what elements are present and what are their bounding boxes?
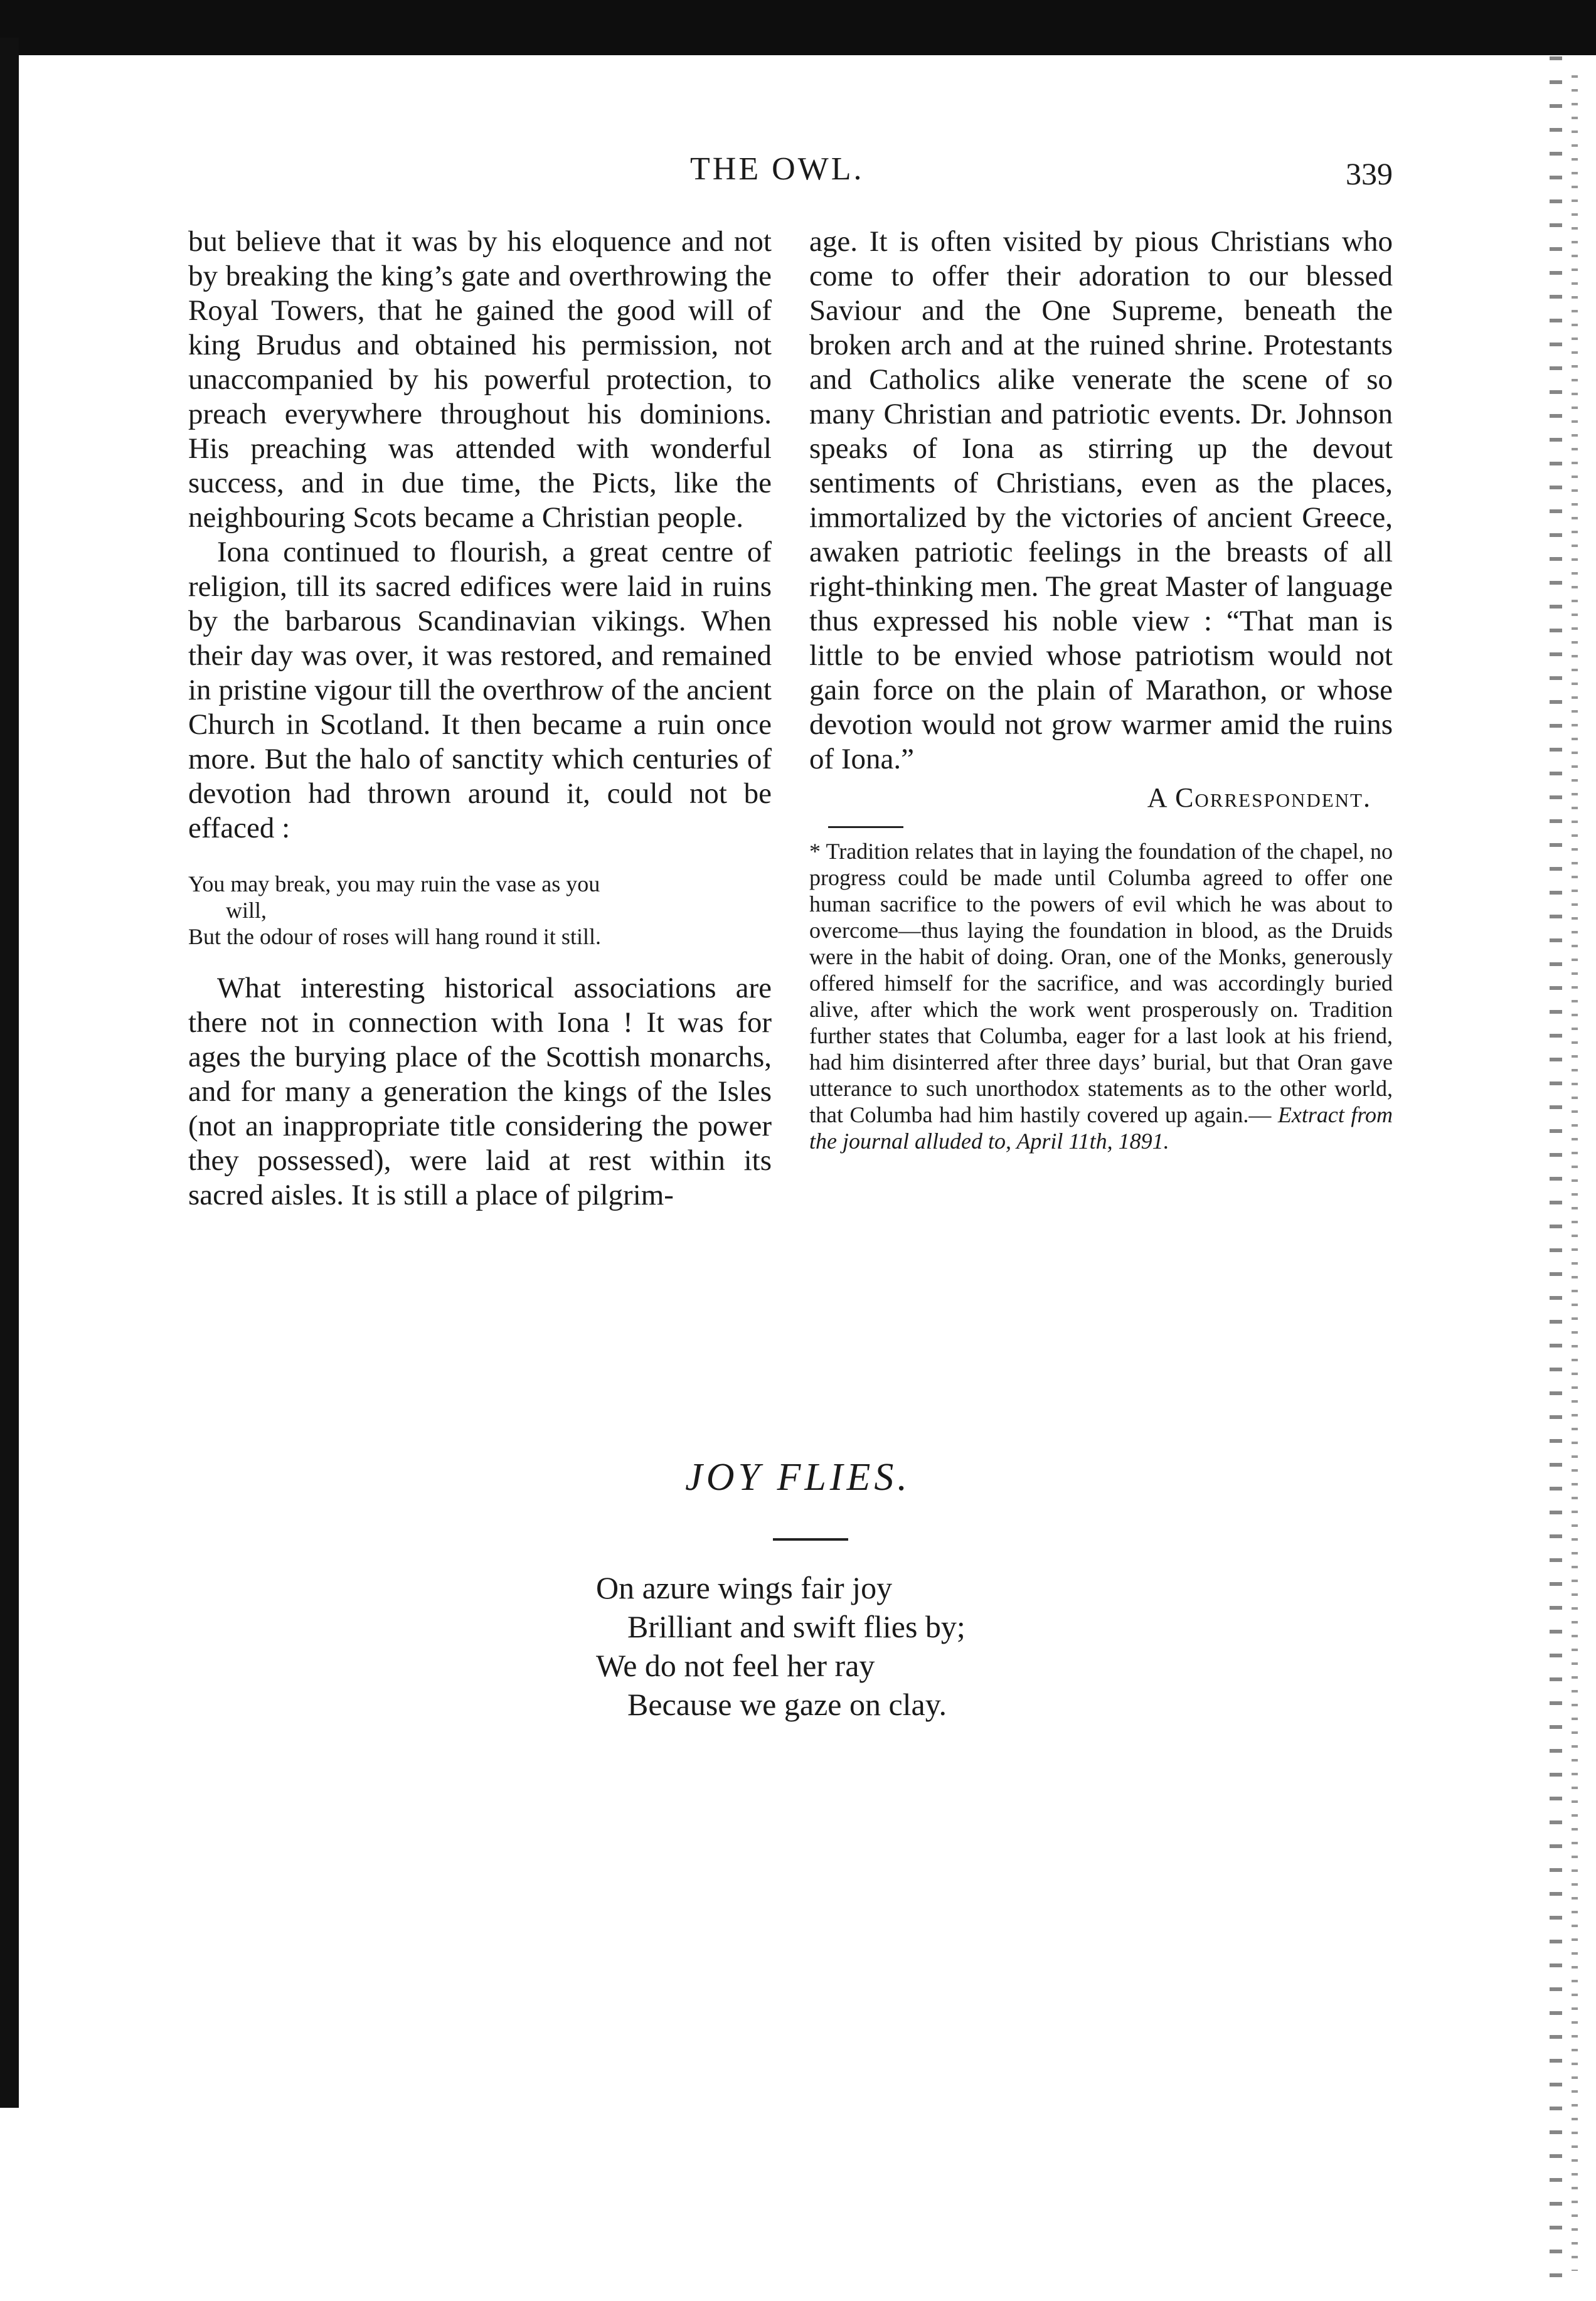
left-paragraph-1: but believe that it was by his eloquence and not by breaking the king’s gate and overthrowing the Royal Towers, that he gained the good will of king Brudus and obtained his permission, not unaccompanied by his powerful protection, to preach everywhere throughout his dominions. His preaching was attended with wonderful success, and in due time, the Picts, like the neighbouring Scots became a Christian people. xyxy=(188,225,772,534)
right-paragraph-1: age. It is often visited by pious Christians who come to offer their adoration to our blessed Saviour and the One Supreme, beneath the broken arch and at the ruined shrine. Protestants and Catholics alike venerate the scene of so many Christian and patriotic events. Dr. Johnson speaks of Iona as stirring up the devout sentiments of Christians, even as the places, immortalized by the victories of ancient Greece, awaken patriotic feelings in the breasts of all right-thinking men. The great Master of language thus expressed his noble view : “That man is little to be envied whose patriotism would not gain force on the plain of Marathon, or whose devotion would not grow warmer amid the ruins of Iona.” xyxy=(809,225,1393,775)
scan-right-edge-marks xyxy=(1550,56,1562,2290)
verse-line-1: You may break, you may ruin the vase as you xyxy=(188,871,600,896)
poem-line-4: Because we gaze on clay. xyxy=(627,1687,947,1722)
footnote-source: Extract from the journal alluded to, April 11th, 1891. xyxy=(809,1102,1393,1154)
verse-line-2: But the odour of roses will hang round it still. xyxy=(188,924,601,949)
poem-title: JOY FLIES. xyxy=(685,1456,911,1499)
footnote-rule xyxy=(828,826,903,828)
scan-right-edge-marks-outer xyxy=(1572,75,1578,2271)
poem xyxy=(596,1568,966,1724)
poem-title-rule xyxy=(773,1538,848,1541)
running-head xyxy=(188,151,1393,201)
scan-left-edge xyxy=(0,38,19,2108)
footnote xyxy=(809,838,1393,1154)
poem-line-3: We do not feel her ray xyxy=(596,1648,875,1683)
verse-quotation xyxy=(188,871,772,950)
footnote-text: * Tradition relates that in laying the foundation of the chapel, no progress could be made until Columba agreed to offer one human sacrifice to the powers of evil which he was about to overcome—thus laying the foundation in blood, as the Druids were in the habit of doing. Oran, one of the Monks, generously offered himself for the sacrifice, and was accordingly buried alive, after which the work went prosperously on. Tradition further states that Columba, eager for a last look at his friend, had him disinterred after three days’ burial, but that Oran gave utterance to such unorthodox statements as to the other world, that Columba had him hastily covered up again.— xyxy=(809,839,1393,1127)
poem-line-2: Brilliant and swift flies by; xyxy=(627,1609,966,1644)
scan-top-edge xyxy=(0,0,1596,55)
left-paragraph-3: What interesting historical associations are there not in connection with Iona ! It was for ages the burying place of the Scottish monarchs, and for many a generation the kings of the Isles (not an inappropriate title considering the power they possessed), were laid at rest within its sacred aisles. It is still a place of pilgrim- xyxy=(188,972,772,1211)
poem-line-1: On azure wings fair joy xyxy=(596,1570,893,1605)
running-title: THE OWL. xyxy=(690,151,864,187)
signature: A Correspondent. xyxy=(1147,782,1371,813)
verse-line-1-continuation: will, xyxy=(226,898,267,923)
left-column xyxy=(188,225,772,1213)
left-paragraph-2: Iona continued to flourish, a great centre of religion, till its sacred edifices were laid in ruins by the barbarous Scandinavian vikings. When their day was over, it was restored, and remained in pristine vigour till the overthrow of the ancient Church in Scotland. It then became a ruin once more. But the halo of sanctity which centuries of devotion had thrown around it, could not be effaced : xyxy=(188,536,772,844)
page-number: 339 xyxy=(1346,156,1393,191)
right-column xyxy=(809,225,1393,1154)
